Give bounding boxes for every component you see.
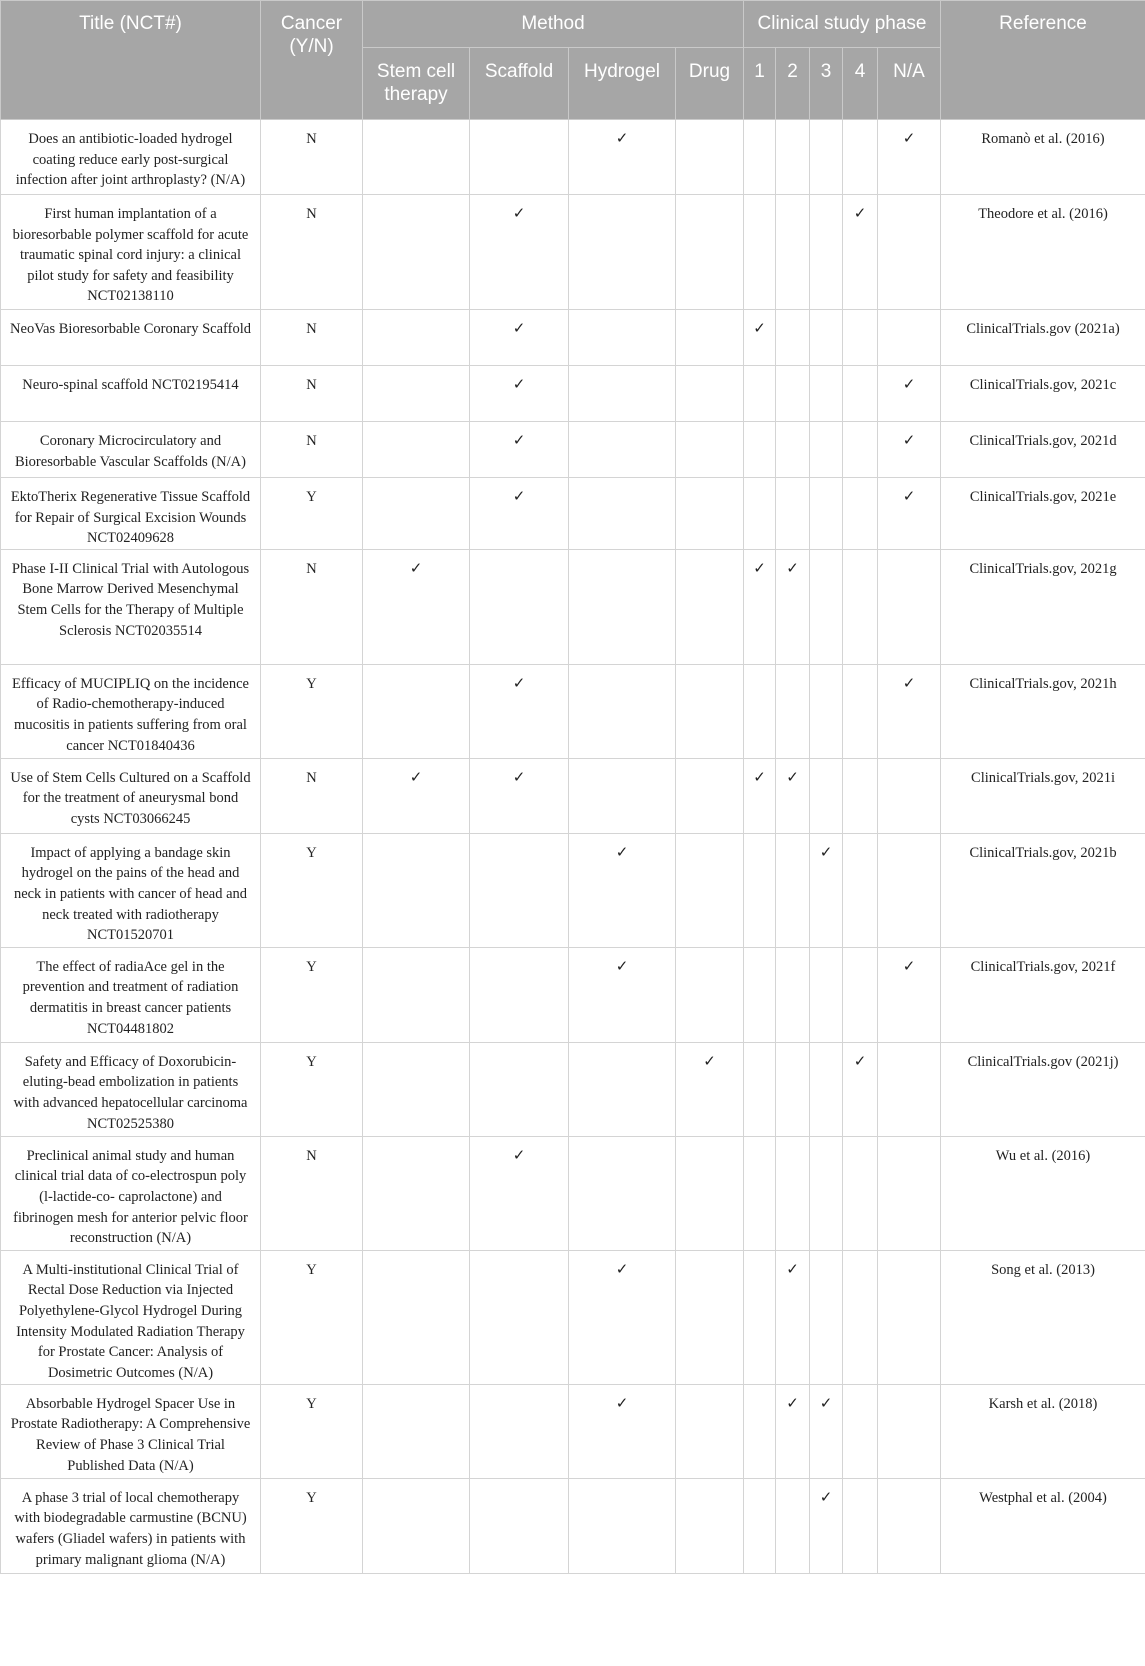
cell-hydrogel [569, 195, 676, 310]
table-row [1, 833, 1145, 947]
cancer-flag: Y [261, 833, 363, 947]
trial-title: Does an antibiotic-loaded hydrogel coating reduce early post-surgical infection after joint arthroplasty? (N/A) [1, 120, 261, 195]
cell-drug [676, 947, 744, 1042]
cell-phase-na [878, 1250, 941, 1384]
cell-phase-2 [776, 422, 810, 478]
cell-hydrogel [569, 1042, 676, 1136]
cell-scaffold [470, 1250, 569, 1384]
cell-phase-4 [843, 195, 878, 310]
cell-phase-3 [810, 478, 843, 550]
check-icon: ✓ [819, 844, 833, 861]
header-title: Title (NCT#) [1, 1, 261, 120]
check-icon: ✓ [902, 377, 916, 393]
table-body [1, 120, 1145, 1574]
cell-phase-1 [744, 1136, 776, 1250]
reference: ClinicalTrials.gov, 2021h [941, 664, 1145, 758]
cell-phase-1 [744, 947, 776, 1042]
cell-phase-4 [843, 664, 878, 758]
cancer-flag: Y [261, 478, 363, 550]
cell-stem-cell [363, 422, 470, 478]
trial-title: A Multi-institutional Clinical Trial of Rectal Dose Reduction via Injected Polyethylene-Glycol Hydrogel During Intensity Modulated Radiation Therapy for Prostate Cancer: Analysis of Dosimetric Outcomes (N/A) [1, 1250, 261, 1384]
cell-phase-1 [744, 120, 776, 195]
cell-phase-na [878, 310, 941, 366]
table-row [1, 1136, 1145, 1250]
check-icon: ✓ [853, 206, 867, 222]
cell-scaffold [470, 664, 569, 758]
table-row [1, 947, 1145, 1042]
cell-drug [676, 478, 744, 550]
header-phase-1: 1 [744, 48, 776, 120]
cell-phase-na [878, 947, 941, 1042]
check-icon: ✓ [753, 769, 766, 786]
cell-phase-2 [776, 1478, 810, 1573]
cell-hydrogel [569, 1250, 676, 1384]
cell-phase-1 [744, 1478, 776, 1573]
cell-drug [676, 664, 744, 758]
table-row [1, 1250, 1145, 1384]
cell-stem-cell [363, 549, 470, 664]
cell-phase-1 [744, 1250, 776, 1384]
reference: Wu et al. (2016) [941, 1136, 1145, 1250]
cell-phase-2 [776, 1384, 810, 1478]
cell-hydrogel [569, 366, 676, 422]
cell-stem-cell [363, 1478, 470, 1573]
check-icon: ✓ [819, 1489, 833, 1506]
cell-phase-1 [744, 664, 776, 758]
cell-phase-3 [810, 310, 843, 366]
cell-phase-4 [843, 1478, 878, 1573]
cell-scaffold [470, 422, 569, 478]
reference: Song et al. (2013) [941, 1250, 1145, 1384]
cell-phase-na [878, 478, 941, 550]
cell-phase-2 [776, 1042, 810, 1136]
header-cancer: Cancer (Y/N) [261, 1, 363, 120]
check-icon: ✓ [512, 675, 526, 692]
check-icon: ✓ [902, 489, 916, 505]
cell-phase-2 [776, 120, 810, 195]
cell-scaffold [470, 833, 569, 947]
cell-scaffold [470, 195, 569, 310]
cancer-flag: Y [261, 1250, 363, 1384]
check-icon: ✓ [615, 958, 629, 975]
table-row [1, 549, 1145, 664]
cell-phase-3 [810, 758, 843, 833]
cell-scaffold [470, 366, 569, 422]
cancer-flag: Y [261, 947, 363, 1042]
cell-stem-cell [363, 1384, 470, 1478]
header-scaffold: Scaffold [470, 48, 569, 120]
cell-phase-1 [744, 549, 776, 664]
cell-phase-3 [810, 664, 843, 758]
trial-title: The effect of radiaAce gel in the prevention and treatment of radiation dermatitis in breast cancer patients NCT04481802 [1, 947, 261, 1042]
header-phase: Clinical study phase [744, 1, 941, 48]
header-phase-3: 3 [810, 48, 843, 120]
trial-title: Absorbable Hydrogel Spacer Use in Prostate Radiotherapy: A Comprehensive Review of Phase 3 Clinical Trial Published Data (N/A) [1, 1384, 261, 1478]
reference: Theodore et al. (2016) [941, 195, 1145, 310]
check-icon: ✓ [902, 433, 916, 449]
cell-phase-4 [843, 1250, 878, 1384]
trial-title: A phase 3 trial of local chemotherapy with biodegradable carmustine (BCNU) wafers (Gliadel wafers) in patients with primary malignant glioma (N/A) [1, 1478, 261, 1573]
check-icon: ✓ [703, 1053, 716, 1070]
cell-stem-cell [363, 1136, 470, 1250]
check-icon: ✓ [902, 675, 916, 692]
cell-hydrogel [569, 664, 676, 758]
cancer-flag: Y [261, 1042, 363, 1136]
check-icon: ✓ [902, 958, 916, 975]
header-drug: Drug [676, 48, 744, 120]
cell-stem-cell [363, 833, 470, 947]
cell-phase-na [878, 664, 941, 758]
reference: ClinicalTrials.gov, 2021b [941, 833, 1145, 947]
cell-phase-3 [810, 195, 843, 310]
cell-phase-4 [843, 366, 878, 422]
cell-phase-1 [744, 422, 776, 478]
cell-drug [676, 1478, 744, 1573]
cell-stem-cell [363, 366, 470, 422]
cell-phase-2 [776, 310, 810, 366]
header-phase-4: 4 [843, 48, 878, 120]
cell-phase-4 [843, 1384, 878, 1478]
cell-drug [676, 310, 744, 366]
cell-phase-3 [810, 422, 843, 478]
table-row [1, 195, 1145, 310]
cell-phase-4 [843, 120, 878, 195]
reference: ClinicalTrials.gov (2021j) [941, 1042, 1145, 1136]
check-icon: ✓ [753, 321, 766, 337]
cell-stem-cell [363, 664, 470, 758]
cell-scaffold [470, 1478, 569, 1573]
check-icon: ✓ [786, 1395, 799, 1412]
cell-phase-3 [810, 366, 843, 422]
check-icon: ✓ [786, 560, 799, 577]
reference: ClinicalTrials.gov, 2021c [941, 366, 1145, 422]
table-row [1, 366, 1145, 422]
header-reference: Reference [941, 1, 1145, 120]
check-icon: ✓ [512, 377, 526, 393]
cell-stem-cell [363, 310, 470, 366]
cell-phase-3 [810, 1136, 843, 1250]
cell-phase-2 [776, 947, 810, 1042]
reference: ClinicalTrials.gov (2021a) [941, 310, 1145, 366]
reference: ClinicalTrials.gov, 2021i [941, 758, 1145, 833]
cell-phase-na [878, 1136, 941, 1250]
cell-stem-cell [363, 478, 470, 550]
cell-phase-na [878, 549, 941, 664]
cell-drug [676, 120, 744, 195]
table-row [1, 120, 1145, 195]
trial-title: NeoVas Bioresorbable Coronary Scaffold [1, 310, 261, 366]
cell-hydrogel [569, 422, 676, 478]
cell-phase-na [878, 195, 941, 310]
cell-phase-4 [843, 310, 878, 366]
cell-phase-2 [776, 664, 810, 758]
cell-drug [676, 833, 744, 947]
cell-phase-2 [776, 478, 810, 550]
cell-phase-2 [776, 1136, 810, 1250]
cell-phase-1 [744, 758, 776, 833]
cell-phase-1 [744, 478, 776, 550]
cell-drug [676, 422, 744, 478]
check-icon: ✓ [615, 844, 629, 861]
trial-title: First human implantation of a bioresorbable polymer scaffold for acute traumatic spinal cord injury: a clinical pilot study for safety and feasibility NCT02138110 [1, 195, 261, 310]
cell-phase-3 [810, 1042, 843, 1136]
cell-phase-3 [810, 549, 843, 664]
check-icon: ✓ [615, 1261, 629, 1278]
trial-title: Coronary Microcirculatory and Bioresorbable Vascular Scaffolds (N/A) [1, 422, 261, 478]
check-icon: ✓ [853, 1053, 867, 1070]
cell-scaffold [470, 1136, 569, 1250]
cell-phase-3 [810, 120, 843, 195]
cell-scaffold [470, 1042, 569, 1136]
cell-phase-3 [810, 1384, 843, 1478]
cell-drug [676, 1136, 744, 1250]
trial-title: Impact of applying a bandage skin hydrogel on the pains of the head and neck in patients with cancer of head and neck treated with radiotherapy NCT01520701 [1, 833, 261, 947]
trial-title: Phase I-II Clinical Trial with Autologous Bone Marrow Derived Mesenchymal Stem Cells for the Therapy of Multiple Sclerosis NCT02035514 [1, 549, 261, 664]
cell-phase-na [878, 1478, 941, 1573]
cancer-flag: N [261, 366, 363, 422]
cell-hydrogel [569, 549, 676, 664]
reference: Westphal et al. (2004) [941, 1478, 1145, 1573]
cell-stem-cell [363, 195, 470, 310]
cell-stem-cell [363, 1042, 470, 1136]
cell-phase-2 [776, 833, 810, 947]
trial-title: Use of Stem Cells Cultured on a Scaffold for the treatment of aneurysmal bond cysts NCT03066245 [1, 758, 261, 833]
cell-phase-3 [810, 833, 843, 947]
table-row [1, 758, 1145, 833]
cell-hydrogel [569, 310, 676, 366]
cell-drug [676, 549, 744, 664]
cell-phase-2 [776, 366, 810, 422]
cell-phase-1 [744, 310, 776, 366]
cancer-flag: Y [261, 664, 363, 758]
cell-drug [676, 1384, 744, 1478]
check-icon: ✓ [786, 769, 799, 786]
cancer-flag: N [261, 549, 363, 664]
cell-stem-cell [363, 947, 470, 1042]
check-icon: ✓ [902, 131, 916, 147]
check-icon: ✓ [512, 206, 526, 222]
cell-scaffold [470, 1384, 569, 1478]
cell-phase-1 [744, 195, 776, 310]
cell-hydrogel [569, 1478, 676, 1573]
reference: Romanò et al. (2016) [941, 120, 1145, 195]
check-icon: ✓ [512, 321, 526, 337]
check-icon: ✓ [615, 131, 629, 147]
table-row [1, 1042, 1145, 1136]
reference: ClinicalTrials.gov, 2021f [941, 947, 1145, 1042]
check-icon: ✓ [512, 769, 526, 786]
header-hydrogel: Hydrogel [569, 48, 676, 120]
cell-hydrogel [569, 120, 676, 195]
cell-phase-2 [776, 195, 810, 310]
cell-scaffold [470, 758, 569, 833]
check-icon: ✓ [512, 489, 526, 505]
cell-phase-na [878, 366, 941, 422]
cell-drug [676, 1250, 744, 1384]
trial-title: Neuro-spinal scaffold NCT02195414 [1, 366, 261, 422]
cell-phase-na [878, 120, 941, 195]
cell-phase-1 [744, 1042, 776, 1136]
cell-phase-na [878, 422, 941, 478]
cell-hydrogel [569, 478, 676, 550]
cell-phase-4 [843, 478, 878, 550]
table-row [1, 1478, 1145, 1573]
cell-hydrogel [569, 1136, 676, 1250]
table-row [1, 422, 1145, 478]
cell-phase-3 [810, 1250, 843, 1384]
cell-phase-4 [843, 422, 878, 478]
cell-drug [676, 758, 744, 833]
check-icon: ✓ [409, 560, 423, 577]
reference: ClinicalTrials.gov, 2021g [941, 549, 1145, 664]
check-icon: ✓ [409, 769, 423, 786]
cell-phase-na [878, 1384, 941, 1478]
table-row [1, 1384, 1145, 1478]
check-icon: ✓ [615, 1395, 629, 1412]
cell-hydrogel [569, 947, 676, 1042]
cancer-flag: N [261, 195, 363, 310]
trial-title: Efficacy of MUCIPLIQ on the incidence of Radio-chemotherapy-induced mucositis in patients suffering from oral cancer NCT01840436 [1, 664, 261, 758]
cell-phase-2 [776, 549, 810, 664]
cell-scaffold [470, 549, 569, 664]
cell-drug [676, 195, 744, 310]
cell-phase-4 [843, 758, 878, 833]
cell-hydrogel [569, 1384, 676, 1478]
header-phase-na: N/A [878, 48, 941, 120]
cell-phase-4 [843, 1136, 878, 1250]
table-row [1, 310, 1145, 366]
cancer-flag: Y [261, 1384, 363, 1478]
cancer-flag: N [261, 422, 363, 478]
reference: ClinicalTrials.gov, 2021d [941, 422, 1145, 478]
cell-phase-1 [744, 833, 776, 947]
cell-phase-1 [744, 1384, 776, 1478]
cell-phase-3 [810, 947, 843, 1042]
cell-phase-na [878, 833, 941, 947]
trial-title: Safety and Efficacy of Doxorubicin-eluting-bead embolization in patients with advanced hepatocellular carcinoma NCT02525380 [1, 1042, 261, 1136]
check-icon: ✓ [753, 560, 766, 577]
cell-scaffold [470, 310, 569, 366]
cell-stem-cell [363, 758, 470, 833]
cell-drug [676, 1042, 744, 1136]
cell-drug [676, 366, 744, 422]
trial-title: Preclinical animal study and human clinical trial data of co-electrospun poly (l-lactide-co- caprolactone) and fibrinogen mesh for anterior pelvic floor reconstruction (N/A) [1, 1136, 261, 1250]
cell-phase-3 [810, 1478, 843, 1573]
cell-hydrogel [569, 758, 676, 833]
table-row [1, 478, 1145, 550]
trial-title: EktoTherix Regenerative Tissue Scaffold for Repair of Surgical Excision Wounds NCT02409628 [1, 478, 261, 550]
header-method: Method [363, 1, 744, 48]
cell-stem-cell [363, 120, 470, 195]
cell-phase-1 [744, 366, 776, 422]
reference: ClinicalTrials.gov, 2021e [941, 478, 1145, 550]
cell-hydrogel [569, 833, 676, 947]
header-phase-2: 2 [776, 48, 810, 120]
cell-scaffold [470, 947, 569, 1042]
cell-phase-4 [843, 947, 878, 1042]
cancer-flag: N [261, 1136, 363, 1250]
reference: Karsh et al. (2018) [941, 1384, 1145, 1478]
check-icon: ✓ [786, 1261, 799, 1278]
cancer-flag: Y [261, 1478, 363, 1573]
cell-phase-4 [843, 833, 878, 947]
cell-phase-na [878, 758, 941, 833]
cell-phase-4 [843, 1042, 878, 1136]
cancer-flag: N [261, 310, 363, 366]
check-icon: ✓ [512, 1147, 526, 1164]
cancer-flag: N [261, 758, 363, 833]
cell-phase-4 [843, 549, 878, 664]
cell-phase-na [878, 1042, 941, 1136]
header-stem-cell-therapy: Stem cell therapy [363, 48, 470, 120]
cell-scaffold [470, 120, 569, 195]
cell-stem-cell [363, 1250, 470, 1384]
cell-phase-2 [776, 758, 810, 833]
cancer-flag: N [261, 120, 363, 195]
check-icon: ✓ [819, 1395, 833, 1412]
cell-scaffold [470, 478, 569, 550]
cell-phase-2 [776, 1250, 810, 1384]
check-icon: ✓ [512, 433, 526, 449]
table-row [1, 664, 1145, 758]
